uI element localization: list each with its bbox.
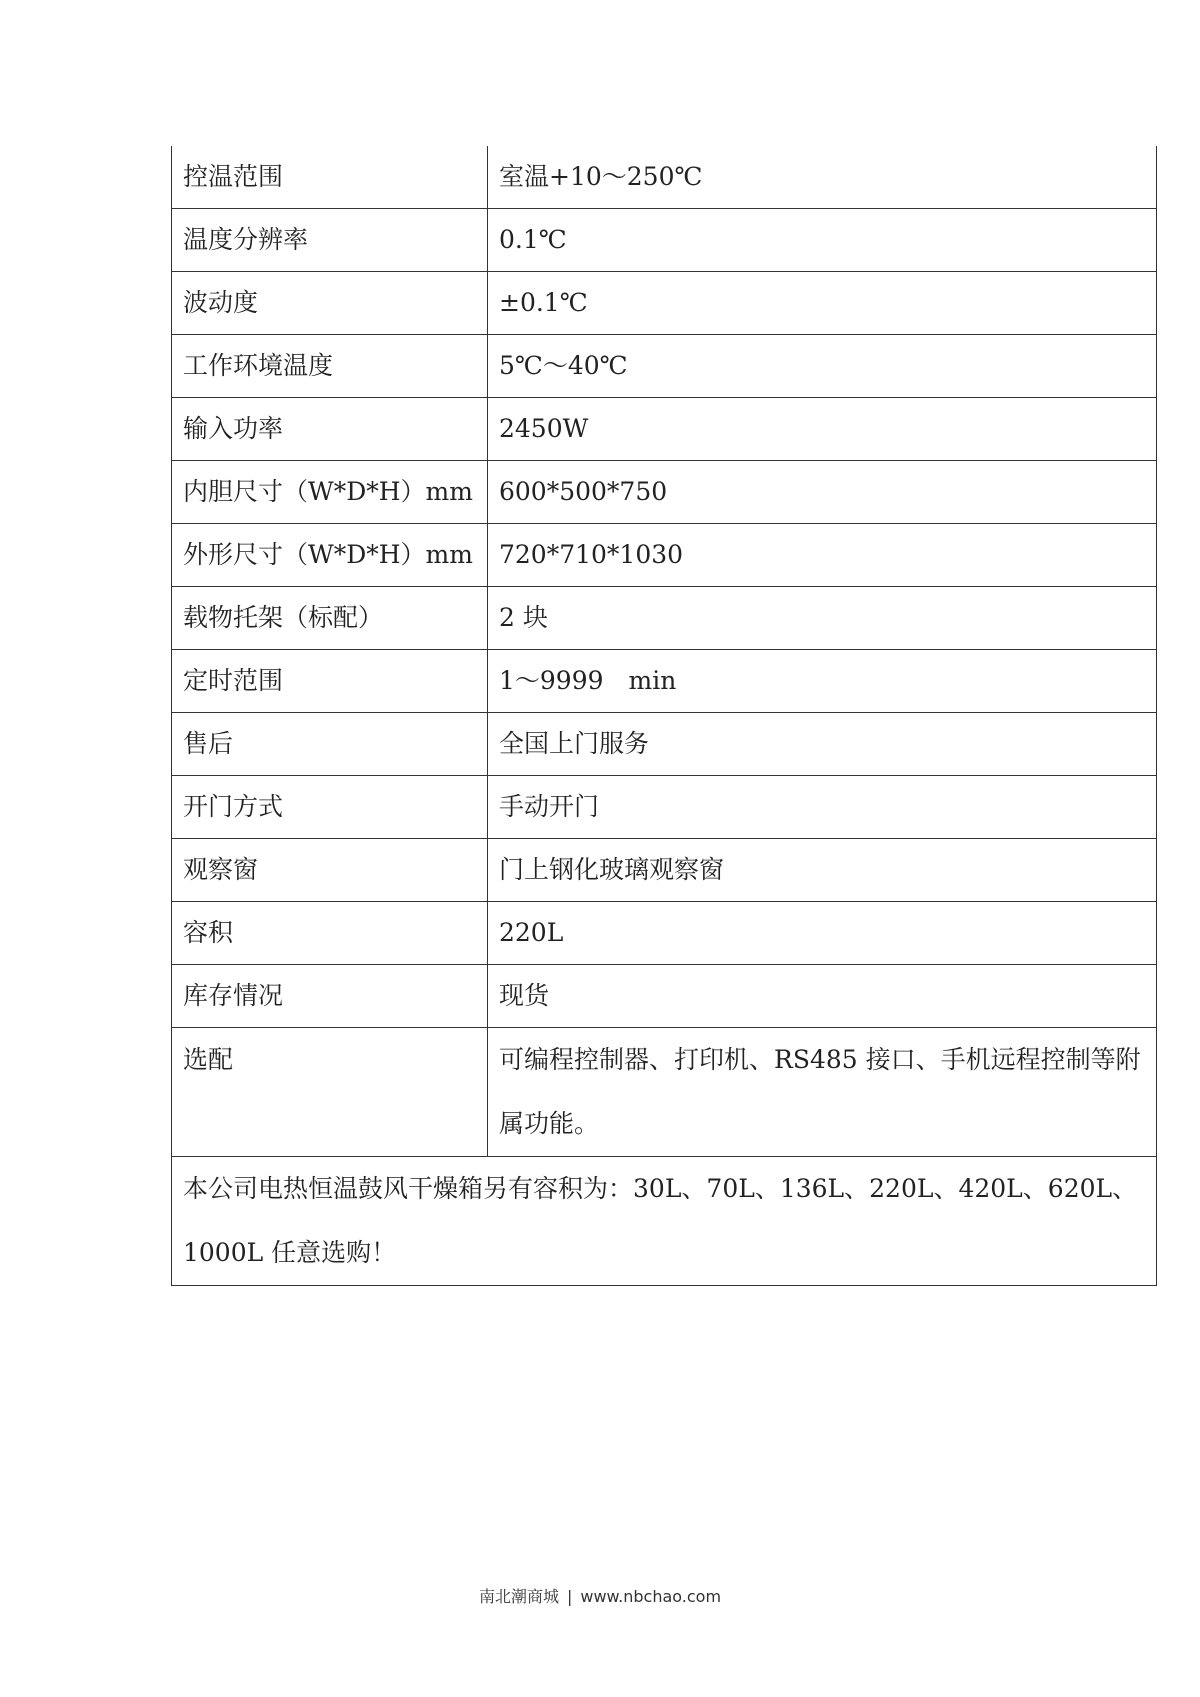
page-footer [0, 1584, 1200, 1607]
spec-row [172, 209, 1157, 272]
spec-row [172, 398, 1157, 461]
spec-row [172, 587, 1157, 650]
spec-row [172, 650, 1157, 713]
spec-row [172, 272, 1157, 335]
spec-row [172, 965, 1157, 1028]
spec-label: 开门方式 [172, 776, 488, 839]
spec-value: 手动开门 [488, 776, 1157, 839]
spec-row [172, 902, 1157, 965]
spec-row [172, 776, 1157, 839]
spec-note-row [172, 1157, 1157, 1286]
spec-label: 观察窗 [172, 839, 488, 902]
spec-label: 工作环境温度 [172, 335, 488, 398]
spec-value: 720*710*1030 [488, 524, 1157, 587]
spec-label: 库存情况 [172, 965, 488, 1028]
spec-row [172, 839, 1157, 902]
spec-label: 售后 [172, 713, 488, 776]
spec-label: 波动度 [172, 272, 488, 335]
spec-value: 全国上门服务 [488, 713, 1157, 776]
footer-url: www.nbchao.com [580, 1587, 722, 1606]
spec-label: 输入功率 [172, 398, 488, 461]
spec-value: ±0.1℃ [488, 272, 1157, 335]
spec-value: 室温+10～250℃ [488, 146, 1157, 209]
spec-value: 现货 [488, 965, 1157, 1028]
spec-row [172, 335, 1157, 398]
spec-value: 可编程控制器、打印机、RS485 接口、手机远程控制等附属功能。 [488, 1028, 1157, 1157]
spec-label: 外形尺寸（W*D*H）mm [172, 524, 488, 587]
spec-label: 容积 [172, 902, 488, 965]
spec-note: 本公司电热恒温鼓风干燥箱另有容积为：30L、70L、136L、220L、420L、620L、1000L 任意选购！ [172, 1157, 1157, 1286]
spec-label: 内胆尺寸（W*D*H）mm [172, 461, 488, 524]
spec-value: 2450W [488, 398, 1157, 461]
spec-value: 5℃～40℃ [488, 335, 1157, 398]
footer-site-name: 南北潮商城 [478, 1587, 559, 1606]
spec-value: 门上钢化玻璃观察窗 [488, 839, 1157, 902]
spec-label: 选配 [172, 1028, 488, 1157]
spec-label: 控温范围 [172, 146, 488, 209]
spec-value: 2 块 [488, 587, 1157, 650]
spec-label: 温度分辨率 [172, 209, 488, 272]
spec-label: 载物托架（标配） [172, 587, 488, 650]
spec-value: 0.1℃ [488, 209, 1157, 272]
spec-label: 定时范围 [172, 650, 488, 713]
spec-row [172, 146, 1157, 209]
footer-separator: | [566, 1587, 573, 1606]
spec-row [172, 461, 1157, 524]
spec-table [171, 146, 1157, 1286]
spec-row [172, 713, 1157, 776]
spec-value: 220L [488, 902, 1157, 965]
spec-row [172, 1028, 1157, 1157]
spec-value: 1～9999 min [488, 650, 1157, 713]
spec-row [172, 524, 1157, 587]
spec-value: 600*500*750 [488, 461, 1157, 524]
